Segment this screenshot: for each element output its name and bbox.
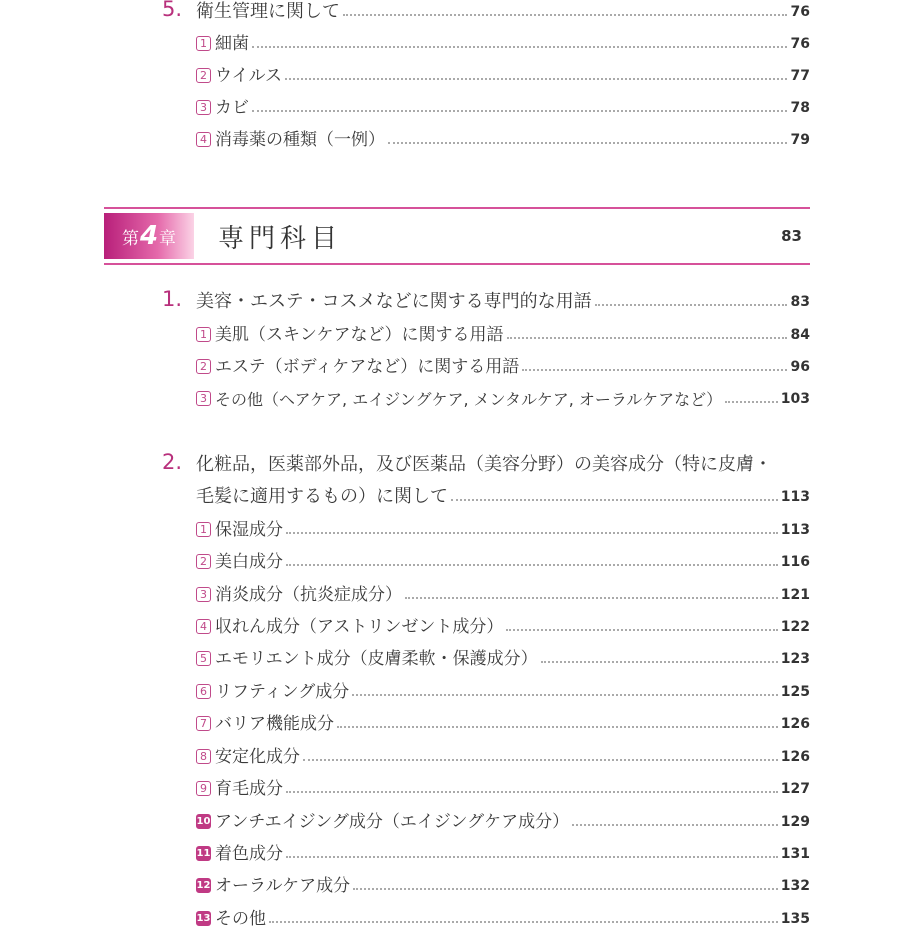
item-title: リフティング成分 — [215, 682, 350, 703]
leader-dots — [303, 759, 778, 761]
item-number-badge: 2 — [196, 359, 211, 374]
item-number-badge: 1 — [196, 522, 211, 537]
toc-subitem[interactable] — [196, 804, 810, 832]
item-number-badge: 2 — [196, 68, 211, 83]
leader-dots — [388, 142, 787, 144]
toc-subitem[interactable] — [196, 317, 810, 345]
page-number: 113 — [780, 489, 810, 505]
leader-dots — [252, 110, 787, 112]
section-number: 1. — [162, 287, 183, 311]
item-number-badge: 10 — [196, 814, 211, 829]
page-number: 123 — [780, 651, 810, 667]
page-number: 103 — [780, 391, 810, 407]
leader-dots — [572, 824, 778, 826]
page-number: 96 — [790, 359, 810, 375]
toc-subitem[interactable] — [196, 901, 810, 929]
toc-subitem[interactable] — [196, 544, 810, 572]
item-title: エモリエント成分（皮膚柔軟・保護成分） — [215, 649, 538, 670]
section-number: 5. — [162, 0, 183, 21]
leader-dots — [506, 629, 777, 631]
leader-dots — [252, 46, 787, 48]
section-title: 美容・エステ・コスメなどに関する専門的な用語 — [196, 291, 592, 313]
item-number-badge: 11 — [196, 846, 211, 861]
item-title: アンチエイジング成分（エイジングケア成分） — [215, 812, 570, 833]
item-number-badge: 8 — [196, 749, 211, 764]
leader-dots — [725, 401, 778, 403]
item-title: エステ（ボディケアなど）に関する用語 — [215, 357, 520, 378]
chapter-page-number: 83 — [781, 227, 802, 245]
item-title: その他（ヘアケア, エイジングケア, メンタルケア, オーラルケアなど） — [215, 390, 723, 410]
leader-dots — [595, 304, 787, 306]
item-title: バリア機能成分 — [215, 714, 334, 735]
item-number-badge: 3 — [196, 587, 211, 602]
item-number-badge: 2 — [196, 554, 211, 569]
toc-subitem[interactable] — [196, 58, 810, 86]
leader-dots — [337, 726, 778, 728]
page-number: 125 — [780, 684, 810, 700]
section-title-line2: 毛髪に適用するもの）に関して — [196, 486, 448, 508]
item-title: その他 — [215, 909, 266, 929]
item-title: オーラルケア成分 — [215, 876, 351, 897]
item-title: 美白成分 — [215, 552, 283, 573]
toc-subitem[interactable] — [196, 674, 810, 702]
leader-dots — [522, 369, 787, 371]
item-number-badge: 3 — [196, 391, 211, 406]
page-number: 78 — [790, 100, 810, 116]
page-number: 122 — [780, 619, 810, 635]
item-title: ウイルス — [215, 66, 282, 87]
toc-subitem[interactable] — [196, 609, 810, 637]
page-number: 83 — [790, 294, 810, 310]
item-title: 育毛成分 — [215, 779, 283, 800]
item-number-badge: 13 — [196, 911, 211, 926]
page-number: 116 — [780, 554, 810, 570]
item-title: 収れん成分（アストリンゼント成分） — [215, 617, 504, 638]
toc-subitem[interactable] — [196, 122, 810, 150]
leader-dots — [541, 661, 778, 663]
item-title: 着色成分 — [215, 844, 283, 865]
item-number-badge: 12 — [196, 878, 211, 893]
toc-subitem[interactable] — [196, 868, 810, 896]
page-number: 129 — [780, 814, 810, 830]
section-title: 衛生管理に関して — [196, 1, 340, 23]
item-number-badge: 4 — [196, 132, 211, 147]
chapter-header[interactable] — [104, 207, 810, 265]
item-number-badge: 9 — [196, 781, 211, 796]
item-number-badge: 7 — [196, 716, 211, 731]
page-number: 76 — [790, 36, 810, 52]
item-number-badge: 6 — [196, 684, 211, 699]
toc-section-2-continuation[interactable] — [196, 479, 810, 507]
page-number: 113 — [780, 522, 810, 538]
toc-subitem[interactable] — [196, 771, 810, 799]
chapter-suffix: 章 — [159, 228, 177, 249]
page-number: 76 — [790, 4, 810, 20]
leader-dots — [405, 597, 778, 599]
toc-subitem[interactable] — [196, 706, 810, 734]
toc-subitem[interactable] — [196, 836, 810, 864]
page-number: 121 — [780, 587, 810, 603]
toc-subitem[interactable] — [196, 381, 810, 409]
item-title: 消毒薬の種類（一例） — [215, 130, 385, 151]
page-number: 79 — [790, 132, 810, 148]
page-number: 126 — [780, 749, 810, 765]
leader-dots — [507, 337, 788, 339]
leader-dots — [451, 499, 778, 501]
toc-subitem[interactable] — [196, 577, 810, 605]
leader-dots — [286, 564, 778, 566]
chapter-prefix: 第 — [121, 228, 139, 249]
leader-dots — [286, 532, 778, 534]
section-title-line1: 化粧品，医薬部外品，及び医薬品（美容分野）の美容成分（特に皮膚・ — [196, 454, 772, 476]
leader-dots — [352, 694, 777, 696]
leader-dots — [353, 888, 778, 890]
leader-dots — [269, 921, 778, 923]
toc-section-2-heading[interactable] — [162, 447, 772, 475]
item-title: 細菌 — [215, 34, 249, 55]
page-number: 84 — [790, 327, 810, 343]
toc-section-1[interactable] — [162, 284, 810, 312]
item-number-badge: 1 — [196, 36, 211, 51]
toc-subitem[interactable] — [196, 641, 810, 669]
page-number: 132 — [780, 878, 810, 894]
item-title: 消炎成分（抗炎症成分） — [215, 585, 402, 606]
toc-subitem[interactable] — [196, 90, 810, 118]
leader-dots — [285, 78, 787, 80]
item-number-badge: 5 — [196, 651, 211, 666]
item-title: 保湿成分 — [215, 520, 283, 541]
page-number: 135 — [780, 911, 810, 927]
leader-dots — [286, 856, 778, 858]
toc-subitem[interactable] — [196, 739, 810, 767]
item-number-badge: 3 — [196, 100, 211, 115]
chapter-number: 4 — [139, 221, 159, 251]
chapter-title: 専門科目 — [218, 223, 343, 254]
page-number: 131 — [780, 846, 810, 862]
page-number: 126 — [780, 716, 810, 732]
leader-dots — [286, 791, 778, 793]
toc-section-5[interactable] — [162, 0, 810, 22]
leader-dots — [343, 14, 787, 16]
toc-subitem[interactable] — [196, 349, 810, 377]
page-number: 127 — [780, 781, 810, 797]
item-number-badge: 1 — [196, 327, 211, 342]
item-number-badge: 4 — [196, 619, 211, 634]
item-title: 美肌（スキンケアなど）に関する用語 — [215, 325, 504, 346]
item-title: カビ — [215, 98, 249, 119]
section-number: 2. — [162, 450, 183, 474]
page-number: 77 — [790, 68, 810, 84]
toc-subitem[interactable] — [196, 512, 810, 540]
item-title: 安定化成分 — [215, 747, 300, 768]
chapter-badge — [104, 213, 194, 259]
toc-subitem[interactable] — [196, 26, 810, 54]
